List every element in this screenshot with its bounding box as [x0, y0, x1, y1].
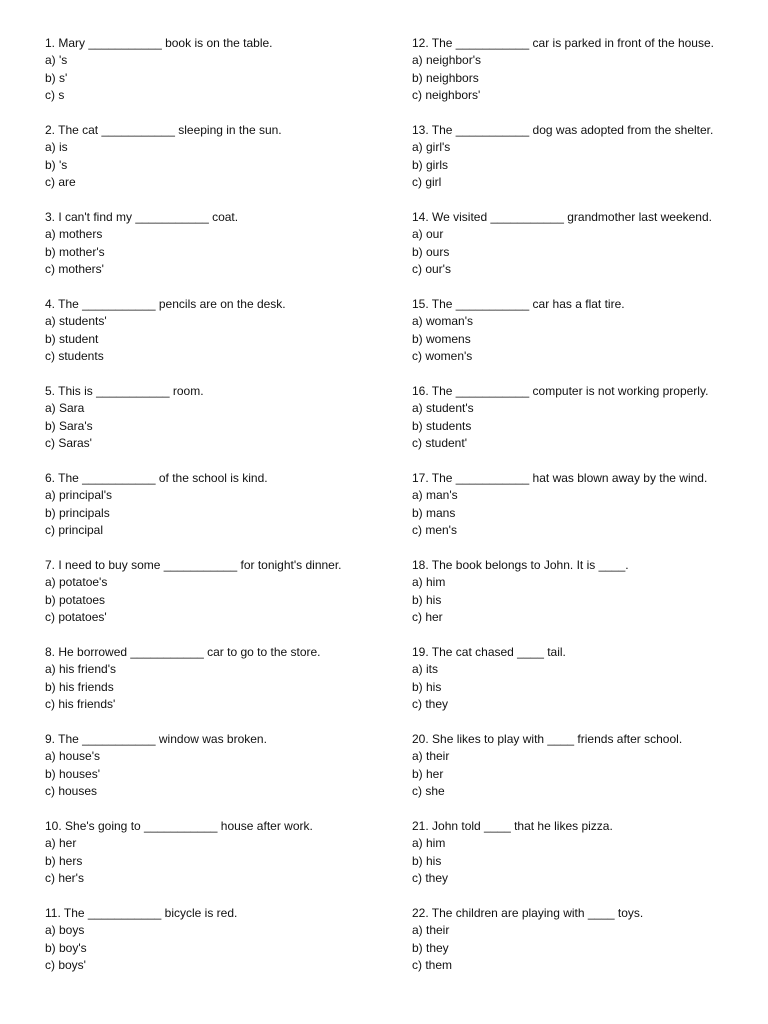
option-c: c) are — [45, 175, 76, 190]
question-10 — [45, 818, 405, 905]
option-b: b) ours — [412, 244, 450, 259]
option-a: a) mothers — [45, 227, 103, 242]
question-prompt: 11. The ___________ bicycle is red. — [45, 906, 238, 920]
question-prompt: 22. The children are playing with ____ toys. — [412, 906, 644, 920]
option-c: c) his friends' — [45, 697, 116, 712]
option-a: a) boys — [45, 923, 85, 938]
question-4 — [45, 296, 405, 383]
option-a: a) her — [45, 836, 77, 851]
question-19 — [412, 644, 768, 731]
option-b: b) girls — [412, 157, 449, 172]
option-b: b) womens — [412, 331, 471, 346]
option-a: a) their — [412, 923, 450, 938]
option-c: c) Saras' — [45, 436, 92, 451]
option-c: c) students — [45, 349, 104, 364]
question-6 — [45, 470, 405, 557]
question-prompt: 19. The cat chased ____ tail. — [412, 645, 566, 659]
option-c: c) principal — [45, 523, 104, 538]
option-c: c) she — [412, 784, 445, 799]
option-b: b) his — [412, 679, 442, 694]
option-c: c) women's — [412, 349, 473, 364]
option-a: a) Sara — [45, 401, 85, 416]
option-a: a) students' — [45, 314, 107, 329]
option-c: c) houses — [45, 784, 98, 799]
question-15 — [412, 296, 768, 383]
option-c: c) her's — [45, 871, 84, 886]
option-a: a) potatoe's — [45, 575, 108, 590]
option-b: b) mother's — [45, 244, 105, 259]
question-9 — [45, 731, 405, 818]
option-a: a) man's — [412, 488, 458, 503]
option-b: b) principals — [45, 505, 110, 520]
question-prompt: 21. John told ____ that he likes pizza. — [412, 819, 613, 833]
question-18 — [412, 557, 768, 644]
question-prompt: 20. She likes to play with ____ friends after school. — [412, 732, 683, 746]
question-prompt: 13. The ___________ dog was adopted from the shelter. — [412, 123, 714, 137]
option-b: b) Sara's — [45, 418, 93, 433]
option-b: b) they — [412, 940, 449, 955]
option-b: b) students — [412, 418, 472, 433]
option-a: a) their — [412, 749, 450, 764]
option-b: b) houses' — [45, 766, 100, 781]
option-b: b) his — [412, 592, 442, 607]
option-c: c) boys' — [45, 958, 86, 973]
option-a: a) girl's — [412, 140, 451, 155]
question-prompt: 9. The ___________ window was broken. — [45, 732, 267, 746]
option-b: b) s' — [45, 70, 68, 85]
option-a: a) 's — [45, 53, 68, 68]
question-17 — [412, 470, 768, 557]
option-c: c) potatoes' — [45, 610, 107, 625]
option-c: c) girl — [412, 175, 442, 190]
option-b: b) hers — [45, 853, 83, 868]
left-question-column — [45, 35, 405, 992]
option-c: c) mothers' — [45, 262, 104, 277]
option-b: b) his — [412, 853, 442, 868]
question-prompt: 4. The ___________ pencils are on the desk. — [45, 297, 286, 311]
question-3 — [45, 209, 405, 296]
option-c: c) they — [412, 697, 449, 712]
question-prompt: 10. She's going to ___________ house after work. — [45, 819, 313, 833]
option-c: c) men's — [412, 523, 457, 538]
question-21 — [412, 818, 768, 905]
option-a: a) neighbor's — [412, 53, 481, 68]
question-2 — [45, 122, 405, 209]
option-a: a) is — [45, 140, 68, 155]
question-prompt: 7. I need to buy some ___________ for tonight's dinner. — [45, 558, 342, 572]
option-a: a) him — [412, 836, 446, 851]
question-7 — [45, 557, 405, 644]
option-c: c) them — [412, 958, 453, 973]
question-prompt: 1. Mary ___________ book is on the table. — [45, 36, 273, 50]
question-prompt: 16. The ___________ computer is not working properly. — [412, 384, 709, 398]
option-a: a) its — [412, 662, 439, 677]
question-prompt: 14. We visited ___________ grandmother last weekend. — [412, 210, 712, 224]
option-b: b) student — [45, 331, 99, 346]
question-prompt: 5. This is ___________ room. — [45, 384, 204, 398]
option-c: c) they — [412, 871, 449, 886]
option-b: b) potatoes — [45, 592, 106, 607]
option-b: b) mans — [412, 505, 456, 520]
question-16 — [412, 383, 768, 470]
option-a: a) our — [412, 227, 444, 242]
question-22 — [412, 905, 768, 992]
question-5 — [45, 383, 405, 470]
question-12 — [412, 35, 768, 122]
question-14 — [412, 209, 768, 296]
question-8 — [45, 644, 405, 731]
question-prompt: 15. The ___________ car has a flat tire. — [412, 297, 625, 311]
question-prompt: 18. The book belongs to John. It is ____. — [412, 558, 629, 572]
option-c: c) neighbors' — [412, 88, 481, 103]
option-a: a) principal's — [45, 488, 112, 503]
question-1 — [45, 35, 405, 122]
question-20 — [412, 731, 768, 818]
question-13 — [412, 122, 768, 209]
option-a: a) woman's — [412, 314, 473, 329]
option-c: c) student' — [412, 436, 467, 451]
right-question-column — [412, 35, 768, 992]
option-b: b) 's — [45, 157, 68, 172]
option-b: b) neighbors — [412, 70, 479, 85]
question-11 — [45, 905, 405, 992]
option-a: a) student's — [412, 401, 474, 416]
question-prompt: 12. The ___________ car is parked in front of the house. — [412, 36, 714, 50]
question-prompt: 3. I can't find my ___________ coat. — [45, 210, 239, 224]
option-a: a) house's — [45, 749, 100, 764]
option-c: c) our's — [412, 262, 451, 277]
option-a: a) his friend's — [45, 662, 116, 677]
question-prompt: 2. The cat ___________ sleeping in the sun. — [45, 123, 282, 137]
question-prompt: 17. The ___________ hat was blown away by the wind. — [412, 471, 708, 485]
option-b: b) her — [412, 766, 444, 781]
option-c: c) s — [45, 88, 65, 103]
question-prompt: 6. The ___________ of the school is kind. — [45, 471, 268, 485]
option-b: b) boy's — [45, 940, 87, 955]
option-a: a) him — [412, 575, 446, 590]
question-prompt: 8. He borrowed ___________ car to go to the store. — [45, 645, 321, 659]
option-b: b) his friends — [45, 679, 114, 694]
option-c: c) her — [412, 610, 443, 625]
